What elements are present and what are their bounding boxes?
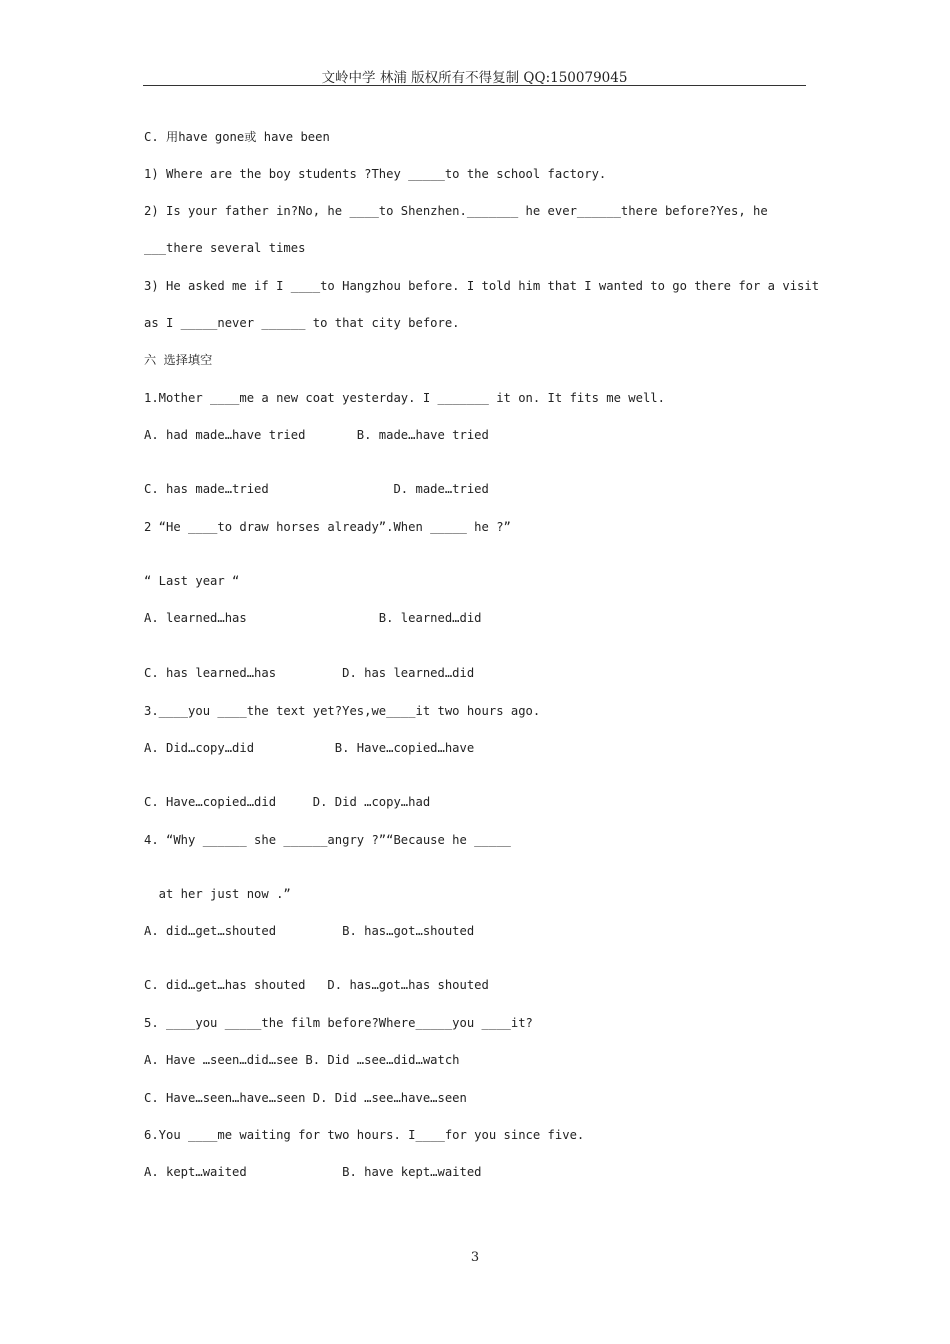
text-line: A. did…get…shouted B. has…got…shouted: [144, 924, 475, 938]
text-line: as I _____never ______ to that city before.: [144, 316, 460, 330]
text-line: 3) He asked me if I ____to Hangzhou before. I told him that I wanted to go there for a visit: [144, 279, 820, 293]
text-line: A. had made…have tried B. made…have tried: [144, 428, 489, 442]
text-line: 3.____you ____the text yet?Yes,we____it two hours ago.: [144, 704, 541, 718]
page-header: 文岭中学 林浦 版权所有不得复制 QQ:150079045: [321, 70, 628, 86]
text-line: A. kept…waited B. have kept…waited: [144, 1165, 482, 1179]
text-line: C. did…get…has shouted D. has…got…has shouted: [144, 978, 489, 992]
text-line: “ Last year “: [144, 574, 240, 588]
text-line: 2 “He ____to draw horses already”.When _____ he ?”: [144, 520, 511, 534]
text-line: C. Have…seen…have…seen D. Did …see…have…seen: [144, 1091, 467, 1105]
text-line: C. 用have gone或 have been: [144, 130, 330, 144]
text-line: C. Have…copied…did D. Did …copy…had: [144, 795, 431, 809]
text-line: A. learned…has B. learned…did: [144, 611, 482, 625]
page-number: 3: [470, 1250, 480, 1265]
text-line: A. Have …seen…did…see B. Did …see…did…watch: [144, 1053, 460, 1067]
text-line: C. has learned…has D. has learned…did: [144, 666, 475, 680]
text-line: 1.Mother ____me a new coat yesterday. I _______ it on. It fits me well.: [144, 391, 665, 405]
text-line: 4. “Why ______ she ______angry ?”“Because he _____: [144, 833, 511, 847]
text-line: at her just now .”: [144, 887, 291, 901]
text-line: 5. ____you _____the film before?Where_____you ____it?: [144, 1016, 533, 1030]
text-line: 1) Where are the boy students ?They _____to the school factory.: [144, 167, 607, 181]
text-line: 6.You ____me waiting for two hours. I____for you since five.: [144, 1128, 585, 1142]
text-line: ___there several times: [144, 241, 306, 255]
text-line: 2) Is your father in?No, he ____to Shenzhen._______ he ever______there before?Yes, he: [144, 204, 768, 218]
header-rule: [143, 85, 806, 86]
text-line: 六 选择填空: [144, 353, 213, 367]
text-line: A. Did…copy…did B. Have…copied…have: [144, 741, 475, 755]
text-line: C. has made…tried D. made…tried: [144, 482, 489, 496]
